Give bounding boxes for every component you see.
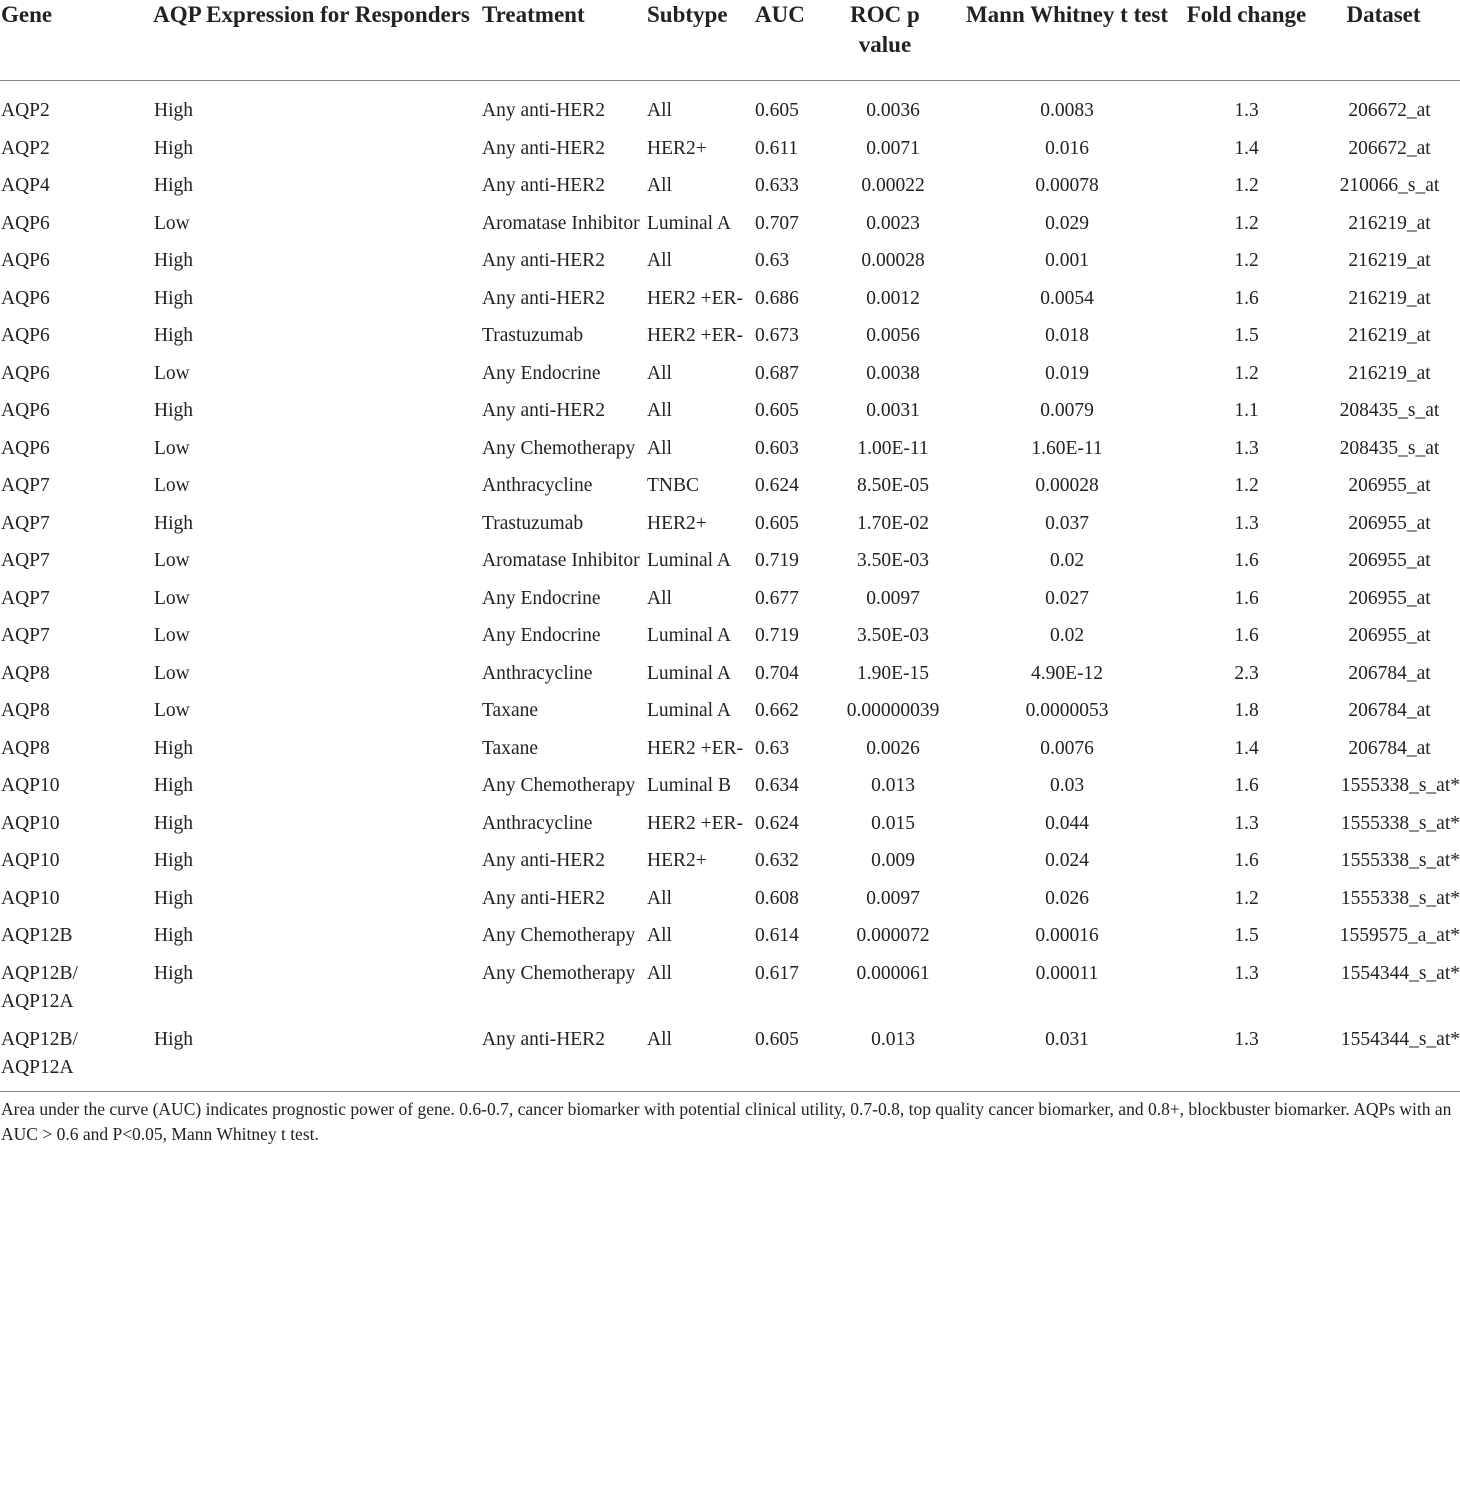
cell-gene: AQP7 <box>1 550 50 571</box>
cell-fold-change: 1.3 <box>1234 962 1259 984</box>
cell-expression: High <box>154 775 193 796</box>
cell-subtype: All <box>647 962 672 984</box>
cell-subtype: HER2+ <box>647 850 707 871</box>
cell-mann-whitney: 0.024 <box>1045 850 1089 871</box>
cell-expression: High <box>154 175 193 196</box>
cell-expression: High <box>154 812 193 834</box>
cell-fold-change: 1.6 <box>1234 850 1259 871</box>
cell-treatment: Any Endocrine <box>482 587 601 609</box>
table-row <box>0 735 1460 773</box>
cell-auc: 0.633 <box>755 175 799 196</box>
cell-subtype: All <box>647 887 672 909</box>
cell-mann-whitney: 0.016 <box>1045 137 1089 159</box>
cell-roc-p-value: 1.00E-11 <box>857 437 929 459</box>
cell-auc: 0.605 <box>755 400 799 421</box>
cell-gene: AQP2 <box>1 100 50 121</box>
cell-subtype: TNBC <box>647 475 700 496</box>
cell-roc-p-value: 0.00028 <box>861 250 925 271</box>
cell-auc: 0.632 <box>755 850 799 871</box>
cell-fold-change: 1.2 <box>1234 175 1259 196</box>
cell-dataset: 1555338_s_at* <box>1340 887 1460 909</box>
cell-subtype: HER2 +ER- <box>647 737 744 759</box>
cell-gene: AQP7 <box>1 475 50 496</box>
cell-fold-change: 1.6 <box>1234 625 1259 646</box>
cell-gene: AQP10 <box>1 850 60 871</box>
cell-fold-change: 1.3 <box>1234 512 1259 534</box>
table-row <box>0 585 1460 623</box>
cell-gene: AQP10 <box>1 775 60 796</box>
cell-fold-change: 1.3 <box>1234 100 1259 121</box>
cell-expression: Low <box>154 550 190 571</box>
header-treatment: Treatment <box>482 0 647 81</box>
cell-treatment: Any anti-HER2 <box>482 887 605 909</box>
table-row <box>0 397 1460 435</box>
cell-dataset: 206955_at <box>1348 475 1431 496</box>
table-row <box>0 810 1460 848</box>
table-row <box>0 247 1460 285</box>
cell-treatment: Any anti-HER2 <box>482 850 605 871</box>
table-row <box>0 885 1460 923</box>
table-row <box>0 81 1460 135</box>
cell-fold-change: 1.1 <box>1234 400 1259 421</box>
cell-expression: High <box>154 325 193 346</box>
cell-gene: AQP6 <box>1 287 50 309</box>
cell-auc: 0.704 <box>755 662 799 684</box>
header-row <box>0 0 1460 81</box>
cell-dataset: 1554344_s_at* <box>1340 962 1460 984</box>
cell-roc-p-value: 0.0036 <box>866 100 920 121</box>
cell-gene: AQP6 <box>1 362 50 384</box>
cell-roc-p-value: 0.0026 <box>866 737 920 759</box>
cell-treatment: Any Chemotherapy <box>482 437 636 459</box>
cell-subtype: All <box>647 437 672 459</box>
cell-mann-whitney: 0.0000053 <box>1025 700 1109 721</box>
table-row <box>0 210 1460 248</box>
cell-gene: AQP7 <box>1 625 50 646</box>
cell-dataset: 208435_s_at <box>1339 400 1440 421</box>
table-row <box>0 697 1460 735</box>
cell-treatment: Taxane <box>482 737 539 759</box>
cell-expression: Low <box>154 700 190 721</box>
cell-auc: 0.662 <box>755 700 799 721</box>
header-expression: AQP Expression for Responders <box>141 0 482 81</box>
cell-roc-p-value: 0.0097 <box>866 887 920 909</box>
cell-expression: High <box>154 737 193 759</box>
cell-fold-change: 2.3 <box>1234 662 1259 684</box>
cell-fold-change: 1.5 <box>1234 925 1259 946</box>
cell-fold-change: 1.6 <box>1234 587 1259 609</box>
cell-roc-p-value: 0.009 <box>871 850 915 871</box>
cell-fold-change: 1.6 <box>1234 287 1259 309</box>
cell-dataset: 206955_at <box>1348 625 1431 646</box>
table-row <box>0 172 1460 210</box>
cell-mann-whitney: 0.00078 <box>1035 175 1099 196</box>
cell-subtype: Luminal A <box>647 625 731 646</box>
cell-mann-whitney: 1.60E-11 <box>1031 437 1103 459</box>
cell-mann-whitney: 0.00028 <box>1035 475 1099 496</box>
cell-subtype: Luminal A <box>647 700 731 721</box>
cell-expression: High <box>154 1028 193 1050</box>
cell-roc-p-value: 1.90E-15 <box>856 662 930 684</box>
cell-fold-change: 1.2 <box>1234 362 1259 384</box>
cell-dataset: 216219_at <box>1348 287 1431 309</box>
cell-expression: Low <box>154 625 190 646</box>
cell-treatment: Aromatase Inhibitor <box>482 550 640 571</box>
header-fold-change: Fold change <box>1186 0 1307 81</box>
cell-dataset: 206672_at <box>1348 137 1431 159</box>
cell-subtype: All <box>647 925 672 946</box>
cell-gene: AQP7 <box>1 587 50 609</box>
cell-auc: 0.605 <box>755 1028 799 1050</box>
cell-roc-p-value: 0.0056 <box>866 325 920 346</box>
cell-fold-change: 1.4 <box>1234 737 1259 759</box>
cell-subtype: All <box>647 175 672 196</box>
cell-roc-p-value: 0.00022 <box>861 175 925 196</box>
cell-subtype: HER2+ <box>647 137 707 159</box>
cell-gene: AQP6 <box>1 400 50 421</box>
cell-roc-p-value: 0.0031 <box>866 400 920 421</box>
cell-mann-whitney: 0.02 <box>1049 625 1085 646</box>
cell-fold-change: 1.3 <box>1234 1028 1259 1050</box>
cell-subtype: Luminal A <box>647 550 731 571</box>
table-row <box>0 1026 1460 1091</box>
cell-treatment: Any anti-HER2 <box>482 1028 605 1050</box>
cell-treatment: Trastuzumab <box>482 325 584 346</box>
cell-auc: 0.603 <box>755 437 799 459</box>
cell-expression: Low <box>154 437 190 459</box>
cell-auc: 0.614 <box>755 925 799 946</box>
cell-treatment: Any anti-HER2 <box>482 137 605 159</box>
cell-subtype: All <box>647 100 672 121</box>
cell-auc: 0.719 <box>755 550 799 571</box>
cell-mann-whitney: 0.03 <box>1049 775 1085 796</box>
table-row <box>0 847 1460 885</box>
cell-treatment: Any anti-HER2 <box>482 175 605 196</box>
cell-subtype: HER2 +ER- <box>647 812 744 834</box>
cell-treatment: Any Endocrine <box>482 625 601 646</box>
cell-treatment: Anthracycline <box>482 475 593 496</box>
cell-auc: 0.624 <box>755 475 799 496</box>
cell-dataset: 1555338_s_at* <box>1340 775 1460 796</box>
cell-treatment: Any Chemotherapy <box>482 925 636 946</box>
cell-roc-p-value: 0.0097 <box>866 587 920 609</box>
cell-gene: AQP12B <box>1 925 73 946</box>
cell-dataset: 216219_at <box>1348 325 1431 346</box>
cell-expression: Low <box>154 475 190 496</box>
table-footnote: Area under the curve (AUC) indicates prognostic power of gene. 0.6-0.7, cancer biomarker with potential clinical utility, 0.7-0.8, top quality cancer biomarker, and 0.8+, blockbuster biomarker. AQPs with an AUC > 0.6 and P<0.05, Mann Whitney t test. <box>0 1091 1460 1147</box>
cell-auc: 0.63 <box>755 250 790 271</box>
cell-roc-p-value: 0.00000039 <box>846 700 940 721</box>
cell-gene: AQP6 <box>1 325 50 346</box>
cell-subtype: All <box>647 587 672 609</box>
header-gene: Gene <box>0 0 141 81</box>
cell-expression: High <box>154 287 193 309</box>
cell-mann-whitney: 4.90E-12 <box>1030 662 1104 684</box>
cell-dataset: 206672_at <box>1348 100 1431 121</box>
cell-expression: High <box>154 250 193 271</box>
cell-treatment: Any anti-HER2 <box>482 100 605 121</box>
cell-gene: AQP6 <box>1 212 50 234</box>
header-roc-p-value: ROC p value <box>822 0 948 81</box>
cell-expression: High <box>154 137 193 159</box>
cell-mann-whitney: 0.029 <box>1045 212 1089 234</box>
cell-mann-whitney: 0.026 <box>1045 887 1089 909</box>
cell-expression: High <box>154 887 193 909</box>
cell-gene: AQP6 <box>1 250 50 271</box>
cell-mann-whitney: 0.0083 <box>1040 100 1094 121</box>
cell-auc: 0.634 <box>755 775 799 796</box>
cell-gene: AQP4 <box>1 175 50 196</box>
cell-mann-whitney: 0.0076 <box>1040 737 1094 759</box>
table-header <box>0 0 1460 81</box>
cell-mann-whitney: 0.037 <box>1045 512 1089 534</box>
table-row <box>0 285 1460 323</box>
table-row <box>0 960 1460 1026</box>
cell-gene: AQP8 <box>1 700 50 721</box>
cell-dataset: 206784_at <box>1348 700 1431 721</box>
header-subtype: Subtype <box>647 0 755 81</box>
cell-expression: High <box>154 100 193 121</box>
cell-auc: 0.677 <box>755 587 799 609</box>
cell-roc-p-value: 0.000061 <box>856 962 930 984</box>
cell-expression: Low <box>154 362 190 384</box>
table-row <box>0 510 1460 548</box>
cell-auc: 0.617 <box>755 962 799 984</box>
cell-roc-p-value: 0.0023 <box>866 212 920 234</box>
cell-expression: High <box>154 925 193 946</box>
cell-subtype: Luminal A <box>647 212 731 234</box>
cell-mann-whitney: 0.00011 <box>1035 962 1099 984</box>
cell-fold-change: 1.6 <box>1234 775 1259 796</box>
table-row <box>0 135 1460 173</box>
cell-treatment: Any anti-HER2 <box>482 250 605 271</box>
cell-roc-p-value: 8.50E-05 <box>856 475 930 496</box>
cell-roc-p-value: 0.013 <box>871 775 915 796</box>
cell-gene: AQP2 <box>1 137 50 159</box>
cell-dataset: 208435_s_at <box>1339 437 1440 459</box>
cell-subtype: Luminal B <box>647 775 731 796</box>
cell-mann-whitney: 0.001 <box>1045 250 1089 271</box>
cell-subtype: All <box>647 1028 672 1050</box>
cell-gene: AQP7 <box>1 512 50 534</box>
cell-subtype: All <box>647 250 672 271</box>
cell-expression: Low <box>154 587 190 609</box>
cell-subtype: HER2 +ER- <box>647 287 744 309</box>
table-row <box>0 322 1460 360</box>
cell-treatment: Taxane <box>482 700 539 721</box>
cell-auc: 0.605 <box>755 512 799 534</box>
header-dataset: Dataset <box>1307 0 1460 81</box>
cell-gene: AQP6 <box>1 437 50 459</box>
cell-fold-change: 1.6 <box>1234 550 1259 571</box>
cell-mann-whitney: 0.00016 <box>1035 925 1099 946</box>
cell-mann-whitney: 0.02 <box>1049 550 1085 571</box>
cell-treatment: Anthracycline <box>482 812 593 834</box>
cell-expression: High <box>154 400 193 421</box>
table-row <box>0 772 1460 810</box>
cell-treatment: Any Endocrine <box>482 362 601 384</box>
cell-auc: 0.719 <box>755 625 799 646</box>
cell-dataset: 216219_at <box>1348 250 1431 271</box>
cell-auc: 0.605 <box>755 100 799 121</box>
cell-treatment: Anthracycline <box>482 662 593 684</box>
table-body <box>0 81 1460 1091</box>
cell-auc: 0.624 <box>755 812 799 834</box>
cell-roc-p-value: 0.0012 <box>866 287 920 309</box>
cell-gene: AQP12B/ AQP12A <box>1 962 78 1012</box>
cell-dataset: 206955_at <box>1348 550 1431 571</box>
cell-treatment: Any anti-HER2 <box>482 400 605 421</box>
cell-expression: High <box>154 962 193 984</box>
cell-dataset: 216219_at <box>1348 362 1431 384</box>
cell-mann-whitney: 0.018 <box>1045 325 1089 346</box>
cell-roc-p-value: 0.015 <box>871 812 915 834</box>
table-row <box>0 435 1460 473</box>
cell-mann-whitney: 0.0054 <box>1040 287 1094 309</box>
cell-expression: High <box>154 512 193 534</box>
cell-auc: 0.63 <box>755 737 790 759</box>
cell-roc-p-value: 0.000072 <box>856 925 930 946</box>
cell-subtype: HER2+ <box>647 512 707 534</box>
cell-auc: 0.673 <box>755 325 799 346</box>
cell-roc-p-value: 0.0071 <box>866 137 920 159</box>
cell-mann-whitney: 0.0079 <box>1040 400 1094 421</box>
cell-mann-whitney: 0.027 <box>1045 587 1089 609</box>
cell-auc: 0.611 <box>755 137 799 159</box>
cell-auc: 0.707 <box>755 212 799 234</box>
cell-expression: High <box>154 850 193 871</box>
cell-treatment: Aromatase Inhibitor <box>482 212 640 234</box>
cell-gene: AQP12B/ AQP12A <box>1 1028 78 1078</box>
cell-auc: 0.686 <box>755 287 799 309</box>
cell-dataset: 210066_s_at <box>1339 175 1440 196</box>
cell-roc-p-value: 0.013 <box>871 1028 915 1050</box>
cell-fold-change: 1.4 <box>1234 137 1259 159</box>
cell-dataset: 206784_at <box>1348 662 1431 684</box>
cell-fold-change: 1.2 <box>1234 212 1259 234</box>
table-row <box>0 660 1460 698</box>
table-row <box>0 622 1460 660</box>
cell-gene: AQP10 <box>1 887 60 909</box>
cell-roc-p-value: 1.70E-02 <box>856 512 930 534</box>
table-row <box>0 360 1460 398</box>
cell-gene: AQP8 <box>1 662 50 684</box>
cell-dataset: 1554344_s_at* <box>1340 1028 1460 1050</box>
cell-fold-change: 1.3 <box>1234 437 1259 459</box>
cell-auc: 0.687 <box>755 362 799 384</box>
cell-subtype: All <box>647 400 672 421</box>
table-row <box>0 547 1460 585</box>
table-row <box>0 472 1460 510</box>
cell-auc: 0.608 <box>755 887 799 909</box>
cell-subtype: Luminal A <box>647 662 731 684</box>
cell-dataset: 1555338_s_at* <box>1340 850 1460 871</box>
cell-expression: Low <box>154 212 190 234</box>
cell-fold-change: 1.8 <box>1234 700 1259 721</box>
cell-mann-whitney: 0.044 <box>1045 812 1089 834</box>
cell-dataset: 216219_at <box>1348 212 1431 234</box>
cell-treatment: Any anti-HER2 <box>482 287 605 309</box>
cell-fold-change: 1.2 <box>1234 250 1259 271</box>
cell-expression: Low <box>154 662 190 684</box>
cell-dataset: 1555338_s_at* <box>1340 812 1460 834</box>
cell-mann-whitney: 0.019 <box>1045 362 1089 384</box>
header-mann-whitney: Mann Whitney t test <box>948 0 1186 81</box>
cell-roc-p-value: 3.50E-03 <box>856 625 930 646</box>
cell-mann-whitney: 0.031 <box>1045 1028 1089 1050</box>
cell-fold-change: 1.2 <box>1234 475 1259 496</box>
cell-roc-p-value: 0.0038 <box>866 362 920 384</box>
cell-treatment: Trastuzumab <box>482 512 584 534</box>
cell-dataset: 1559575_a_at* <box>1339 925 1460 946</box>
cell-treatment: Any Chemotherapy <box>482 775 636 796</box>
cell-gene: AQP8 <box>1 737 50 759</box>
cell-dataset: 206955_at <box>1348 512 1431 534</box>
cell-treatment: Any Chemotherapy <box>482 962 636 984</box>
cell-roc-p-value: 3.50E-03 <box>856 550 930 571</box>
cell-dataset: 206955_at <box>1348 587 1431 609</box>
cell-dataset: 206784_at <box>1348 737 1431 759</box>
cell-gene: AQP10 <box>1 812 60 834</box>
cell-fold-change: 1.2 <box>1234 887 1259 909</box>
cell-subtype: All <box>647 362 672 384</box>
cell-subtype: HER2 +ER- <box>647 325 744 346</box>
header-auc: AUC <box>755 0 822 81</box>
cell-fold-change: 1.3 <box>1234 812 1259 834</box>
table-row <box>0 922 1460 960</box>
cell-fold-change: 1.5 <box>1234 325 1259 346</box>
